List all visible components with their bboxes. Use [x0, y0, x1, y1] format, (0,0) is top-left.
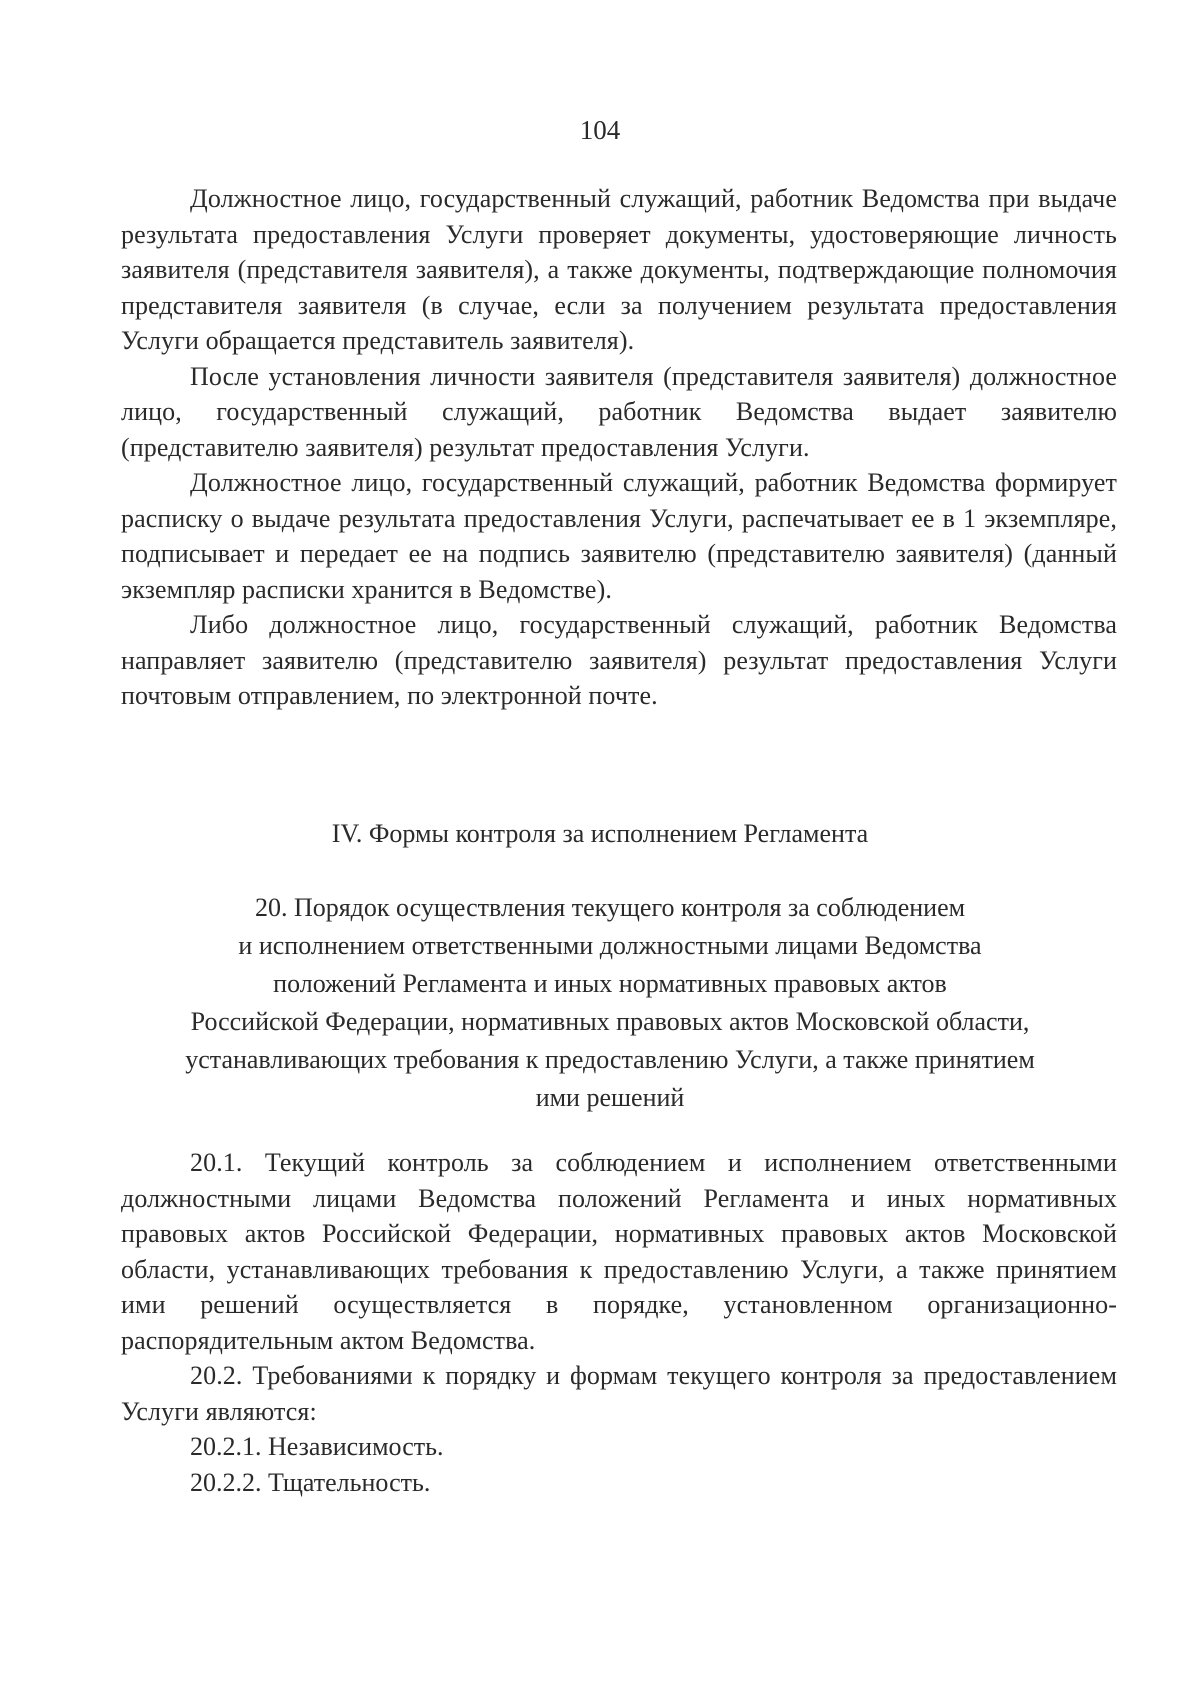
- subsection-heading-line: Российской Федерации, нормативных правовых актов Московской области,: [190, 1007, 1030, 1036]
- paragraph: После установления личности заявителя (представителя заявителя) должностное лицо, государственный служащий, работник Ведомства выдает заявителю (представителю заявителя) результат предоставления Услуги.: [121, 361, 1117, 462]
- paragraph: Должностное лицо, государственный служащий, работник Ведомства при выдаче результата предоставления Услуги проверяет документы, удостоверяющие личность заявителя (представителя заявителя), а также документы, подтверждающие полномочия представителя заявителя (в случае, если за получением результата предоставления Услуги обращается представитель заявителя).: [121, 184, 1117, 355]
- subsection-heading-line: положений Регламента и иных нормативных правовых актов: [273, 969, 947, 998]
- paragraph: Либо должностное лицо, государственный служащий, работник Ведомства направляет заявителю (представителю заявителя) результат предоставления Услуги почтовым отправлением, по электронной почте.: [121, 610, 1117, 710]
- paragraph: 20.2. Требованиями к порядку и формам текущего контроля за предоставлением Услуги являются:: [121, 1361, 1117, 1426]
- subsection-heading-line: ими решений: [535, 1083, 685, 1112]
- list-item: 20.2.1. Независимость.: [190, 1432, 444, 1461]
- section-heading: IV. Формы контроля за исполнением Регламента: [331, 819, 869, 848]
- body-text-top: [121, 181, 1117, 714]
- page-number: 104: [579, 115, 621, 145]
- subsection-heading-line: и исполнением ответственными должностными лицами Ведомства: [238, 931, 982, 960]
- list-item: 20.2.2. Тщательность.: [190, 1467, 431, 1497]
- subsection-heading-line: 20. Порядок осуществления текущего контроля за соблюдением: [254, 893, 966, 922]
- paragraph: 20.1. Текущий контроль за соблюдением и исполнением ответственными должностными лицами Ведомства положений Регламента и иных нормативных правовых актов Российской Федерации, нормативных правовых актов Московской области, устанавливающих требования к предоставлению Услуги, а также принятием ими решений осуществляется в порядке, установленном организационно-распорядительным актом Ведомства.: [121, 1148, 1117, 1355]
- body-text-bottom: [121, 1145, 1117, 1500]
- subsection-heading: [140, 889, 1080, 1117]
- paragraph: Должностное лицо, государственный служащий, работник Ведомства формирует расписку о выдаче результата предоставления Услуги, распечатывает ее в 1 экземпляре, подписывает и передает ее на подпись заявителю (представителю заявителя) (данный экземпляр расписки хранится в Ведомстве).: [121, 468, 1117, 604]
- subsection-heading-line: устанавливающих требования к предоставлению Услуги, а также принятием: [185, 1045, 1035, 1074]
